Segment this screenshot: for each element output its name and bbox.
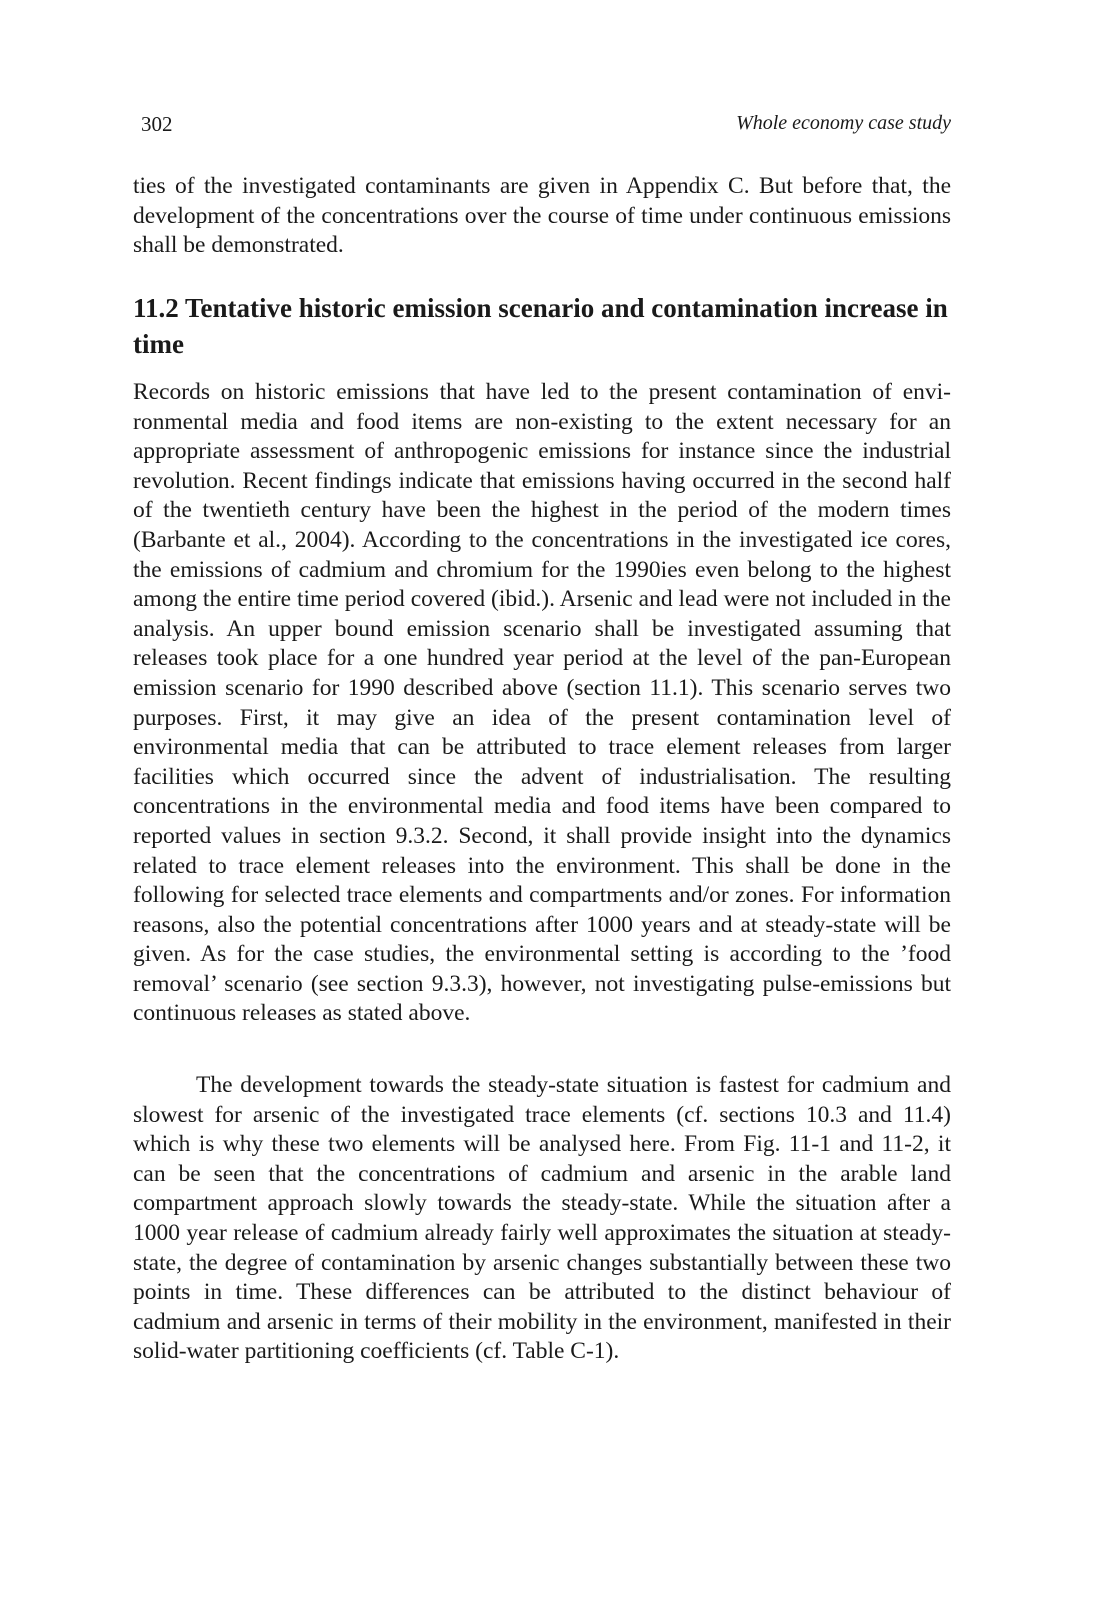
- body-paragraph-records: Records on historic emissions that have led to the present contamination of environmental media and food items are non-existing to the extent necessary for an appropriate assessment of anthropogenic emissions for instance since the industrial revolution. Recent findings indicate that emissions having occurred in the second half of the twentieth century have been the highest in the period of the modern times (Barbante et al., 2004). According to the concentrations in the investigated ice cores, the emissions of cadmium and chromium for the 1990ies even belong to the highest among the entire time period covered (ibid.). Arsenic and lead were not included in the analysis. An upper bound emission scenario shall be investigated assuming that releases took place for a one hundred year period at the level of the pan-European emission scenario for 1990 described above (section 11.1). This scenario serves two purposes. First, it may give an idea of the present contamination level of environmental media that can be attributed to trace element releases from larger facilities which occurred since the advent of industrialisation. The resulting concentrations in the environmental media and food items have been compared to reported values in section 9.3.2. Second, it shall provide insight into the dynamics related to trace element releases into the environment. This shall be done in the following for selected trace elements and compartments and/or zones. For information reasons, also the potential concentrations after 1000 years and at steady-state will be given. As for the case studies, the environmental setting is according to the ’food removal’ scenario (see section 9.3.3), however, not investigating pulse-emissions but continuous releases as stated above.: [133, 379, 951, 1027]
- section-heading: 11.2 Tentative historic emission scenario and contamination increase in time: [133, 293, 948, 359]
- body-paragraph-development: The development towards the steady-state situation is fastest for cadmium and slowest for arsenic of the investigated trace elements (cf. sections 10.3 and 11.4) which is why these two elements will be analysed here. From Fig. 11-1 and 11-2, it can be seen that the concentrations of cadmium and arsenic in the arable land compartment approach slowly towards the steady-state. While the situation after a 1000 year release of cadmium already fairly well approximates the situation at steady-state, the degree of contamination by arsenic changes substantially between these two points in time. These differences can be attributed to the distinct behaviour of cadmium and arsenic in terms of their mobility in the environment, manifested in their solid-water partitioning coefficients (cf. Table C-1).: [133, 1072, 951, 1365]
- page-number: 302: [141, 112, 173, 136]
- running-header: [133, 112, 951, 142]
- running-title: Whole economy case study: [736, 112, 951, 134]
- continuation-paragraph: ties of the investigated contaminants are given in Appendix C. But before that, the development of the concentrations over the course of time under continuous emissions shall be demonstrated.: [133, 173, 951, 259]
